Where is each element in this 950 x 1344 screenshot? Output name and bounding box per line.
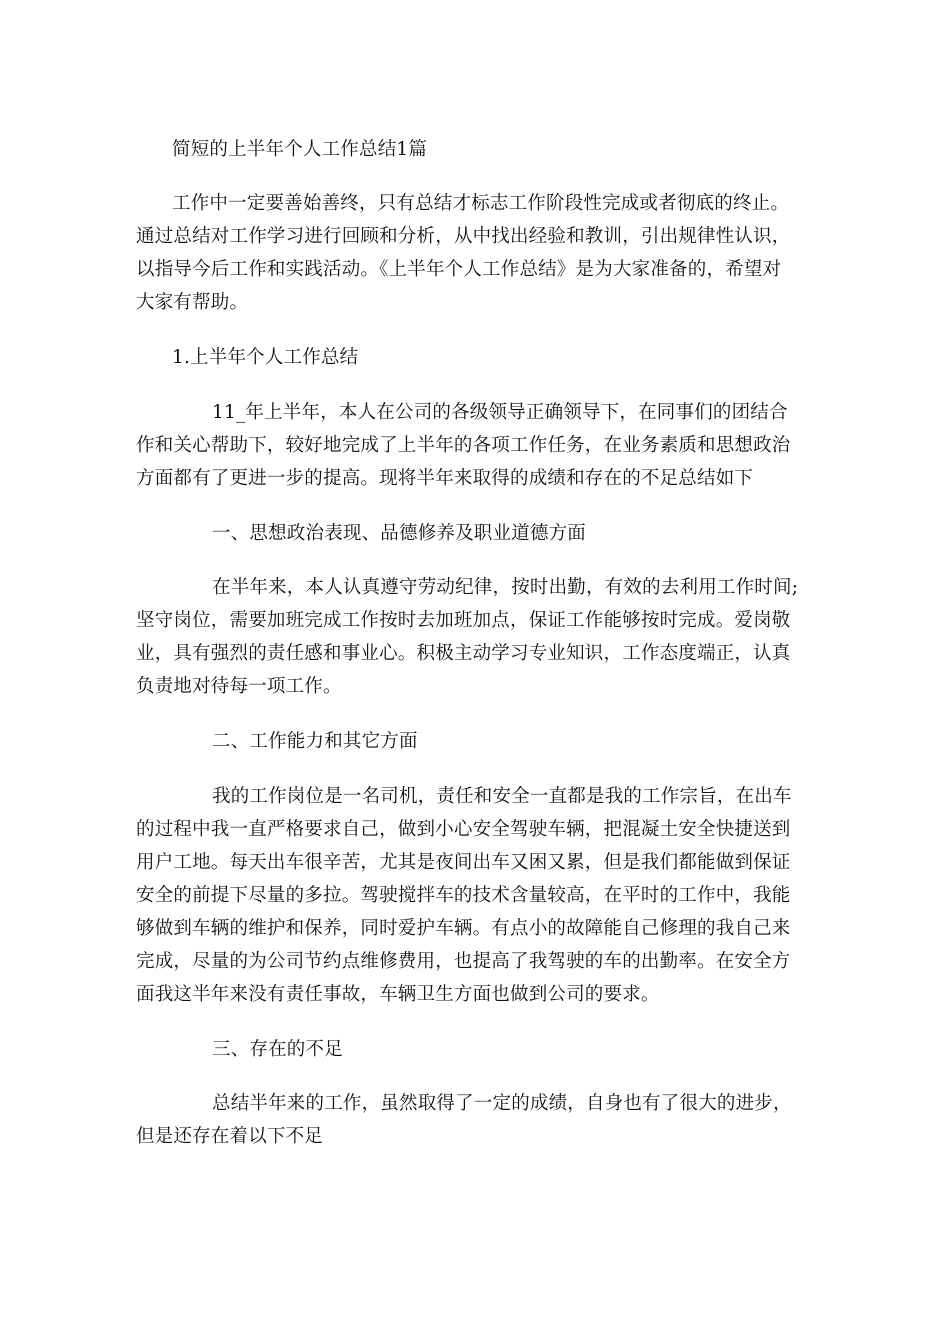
part2-line-2: 的过程中我一直严格要求自己，做到小心安全驾驶车辆，把混凝土安全快捷送到 bbox=[136, 819, 791, 840]
opening-line-2: 作和关心帮助下，较好地完成了上半年的各项工作任务，在业务素质和思想政治 bbox=[136, 435, 791, 456]
part2-line-1: 我的工作岗位是一名司机，责任和安全一直都是我的工作宗旨，在出车 bbox=[212, 786, 792, 807]
part2-line-3: 用户工地。每天出车很辛苦，尤其是夜间出车又困又累，但是我们都能做到保证 bbox=[136, 852, 791, 873]
part2-heading: 二、工作能力和其它方面 bbox=[212, 731, 418, 752]
opening-line-1: 11_年上半年，本人在公司的各级领导正确领导下，在同事们的团结合 bbox=[212, 402, 788, 423]
intro-line-1: 工作中一定要善始善终，只有总结才标志工作阶段性完成或者彻底的终止。 bbox=[172, 193, 790, 214]
opening-line-3: 方面都有了更进一步的提高。现将半年来取得的成绩和存在的不足总结如下 bbox=[136, 468, 754, 489]
part1-line-4: 负责地对待每一项工作。 bbox=[136, 676, 342, 697]
part3-line-1: 总结半年来的工作，虽然取得了一定的成绩，自身也有了很大的进步， bbox=[212, 1093, 792, 1114]
intro-line-2: 通过总结对工作学习进行回顾和分析，从中找出经验和教训，引出规律性认识， bbox=[136, 226, 791, 247]
part1-line-2: 坚守岗位，需要加班完成工作按时去加班加点，保证工作能够按时完成。爱岗敬 bbox=[136, 610, 791, 631]
section-heading: 1.上半年个人工作总结 bbox=[172, 347, 359, 368]
part3-heading: 三、存在的不足 bbox=[212, 1039, 343, 1060]
part1-heading: 一、思想政治表现、品德修养及职业道德方面 bbox=[212, 523, 587, 544]
part3-line-2: 但是还存在着以下不足 bbox=[136, 1126, 324, 1147]
part2-line-4: 安全的前提下尽量的多拉。驾驶搅拌车的技术含量较高，在平时的工作中，我能 bbox=[136, 885, 791, 906]
document-title: 简短的上半年个人工作总结1篇 bbox=[172, 139, 428, 160]
part2-line-5: 够做到车辆的维护和保养，同时爱护车辆。有点小的故障能自己修理的我自己来 bbox=[136, 918, 791, 939]
part2-line-7: 面我这半年来没有责任事故，车辆卫生方面也做到公司的要求。 bbox=[136, 984, 660, 1005]
part1-line-3: 业，具有强烈的责任感和事业心。积极主动学习专业知识，工作态度端正，认真 bbox=[136, 643, 791, 664]
part2-line-6: 完成，尽量的为公司节约点维修费用，也提高了我驾驶的车的出勤率。在安全方 bbox=[136, 951, 791, 972]
part1-line-1: 在半年来，本人认真遵守劳动纪律，按时出勤，有效的去利用工作时间; bbox=[212, 577, 799, 598]
intro-line-3: 以指导今后工作和实践活动。《上半年个人工作总结》是为大家准备的，希望对 bbox=[136, 259, 782, 280]
intro-line-4: 大家有帮助。 bbox=[136, 292, 249, 313]
